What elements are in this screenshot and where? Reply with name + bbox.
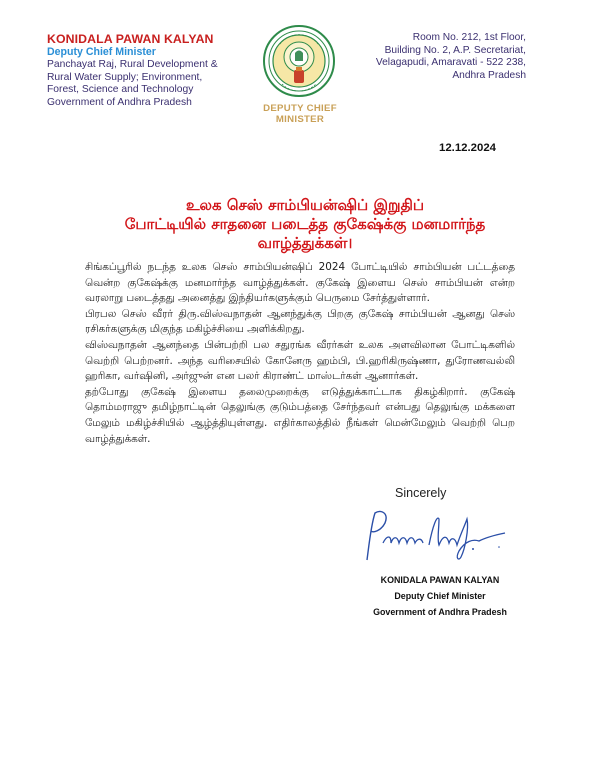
- letterhead-dept-line: Rural Water Supply; Environment,: [47, 71, 203, 83]
- letter-date: 12.12.2024: [438, 142, 496, 154]
- address-line: Room No. 212, 1st Floor,: [412, 32, 526, 43]
- letterhead-left: [47, 32, 247, 109]
- letterhead-role: Deputy Chief Minister: [47, 46, 156, 58]
- body-paragraph: விஸ்வநாதன் ஆனந்தை பின்பற்றி பல சதுரங்க வீரர்கள் உலக அளவிலான போட்டிகளில் வெற்றி பெற்றனர். அந்த வரிசையில் கோனேரு ஹம்பி, பி.ஹரிகிருஷ்ணா, துரோணவல்லி ஹரிகா, வர்ஷினி, அர்ஜுன் என பலர் கிராண்ட் மாஸ்டர்கள் ஆனார்கள்.: [85, 338, 515, 383]
- address-line: Andhra Pradesh: [452, 69, 526, 81]
- emblem-caption: DEPUTY CHIEF MINISTER: [263, 103, 337, 125]
- title-line: போட்டியில் சாதனை படைத்த குகேஷ்க்கு மனமார்ந்த: [124, 215, 486, 233]
- letterhead-dept-line: Government of Andhra Pradesh: [47, 96, 192, 108]
- title-line: வாழ்த்துக்கள்।: [257, 234, 353, 252]
- signature-icon: [355, 505, 525, 565]
- address-line: Building No. 2, A.P. Secretariat,: [384, 44, 526, 56]
- signatory-name: KONIDALA PAWAN KALYAN: [380, 575, 500, 585]
- signatory-block: [350, 572, 530, 620]
- body-paragraph: சிங்கப்பூரில் நடந்த உலக செஸ் சாம்பியன்ஷிப் 2024 போட்டியில் சாம்பியன் பட்டத்தை வென்ற குகேஷ்க்கு மனமார்ந்த வாழ்த்துக்கள். குகேஷ் இளைய செஸ் சாம்பியன் என்ற வரலாறு படைத்தது அனைத்து இந்தியர்களுக்கும் பெருமை சேர்த்துள்ளார்.: [85, 261, 515, 305]
- signatory-org: Government of Andhra Pradesh: [373, 607, 507, 617]
- letter-title: [110, 196, 500, 253]
- letterhead-dept-line: Panchayat Raj, Rural Development &: [47, 59, 218, 70]
- office-address: [306, 32, 526, 82]
- letterhead-name: KONIDALA PAWAN KALYAN: [47, 32, 214, 46]
- address-line: Velagapudi, Amaravati - 522 238,: [375, 57, 526, 69]
- signatory-role: Deputy Chief Minister: [394, 591, 486, 601]
- letter-body: [85, 260, 515, 447]
- title-line: உலக செஸ் சாம்பியன்ஷிப் இறுதிப்: [185, 196, 425, 214]
- body-paragraph: தற்போது குகேஷ் இளைய தலைமுறைக்கு எடுத்துக்காட்டாக திகழ்கிறார். குகேஷ் தொம்மராஜு தமிழ்நாட்டின் தெலுங்கு குடும்பத்தை சேர்ந்தவர் என்பது தெலுங்கு மக்களை மேலும் மகிழ்ச்சியில் ஆழ்த்தியுள்ளது. எதிர்காலத்தில் நீங்கள் மென்மேலும் வெற்றி பெற வாழ்த்துக்கள்.: [85, 385, 515, 445]
- letterhead-dept-line: Forest, Science and Technology: [47, 84, 194, 96]
- body-paragraph: பிரபல செஸ் வீரர் திரு.விஸ்வநாதன் ஆனந்துக்கு பிறகு குகேஷ் சாம்பியன் ஆனது செஸ் ரசிகர்களுக்கு மிகுந்த மகிழ்ச்சியை அளிக்கிறது.: [85, 307, 515, 336]
- closing-salutation: Sincerely: [395, 486, 447, 500]
